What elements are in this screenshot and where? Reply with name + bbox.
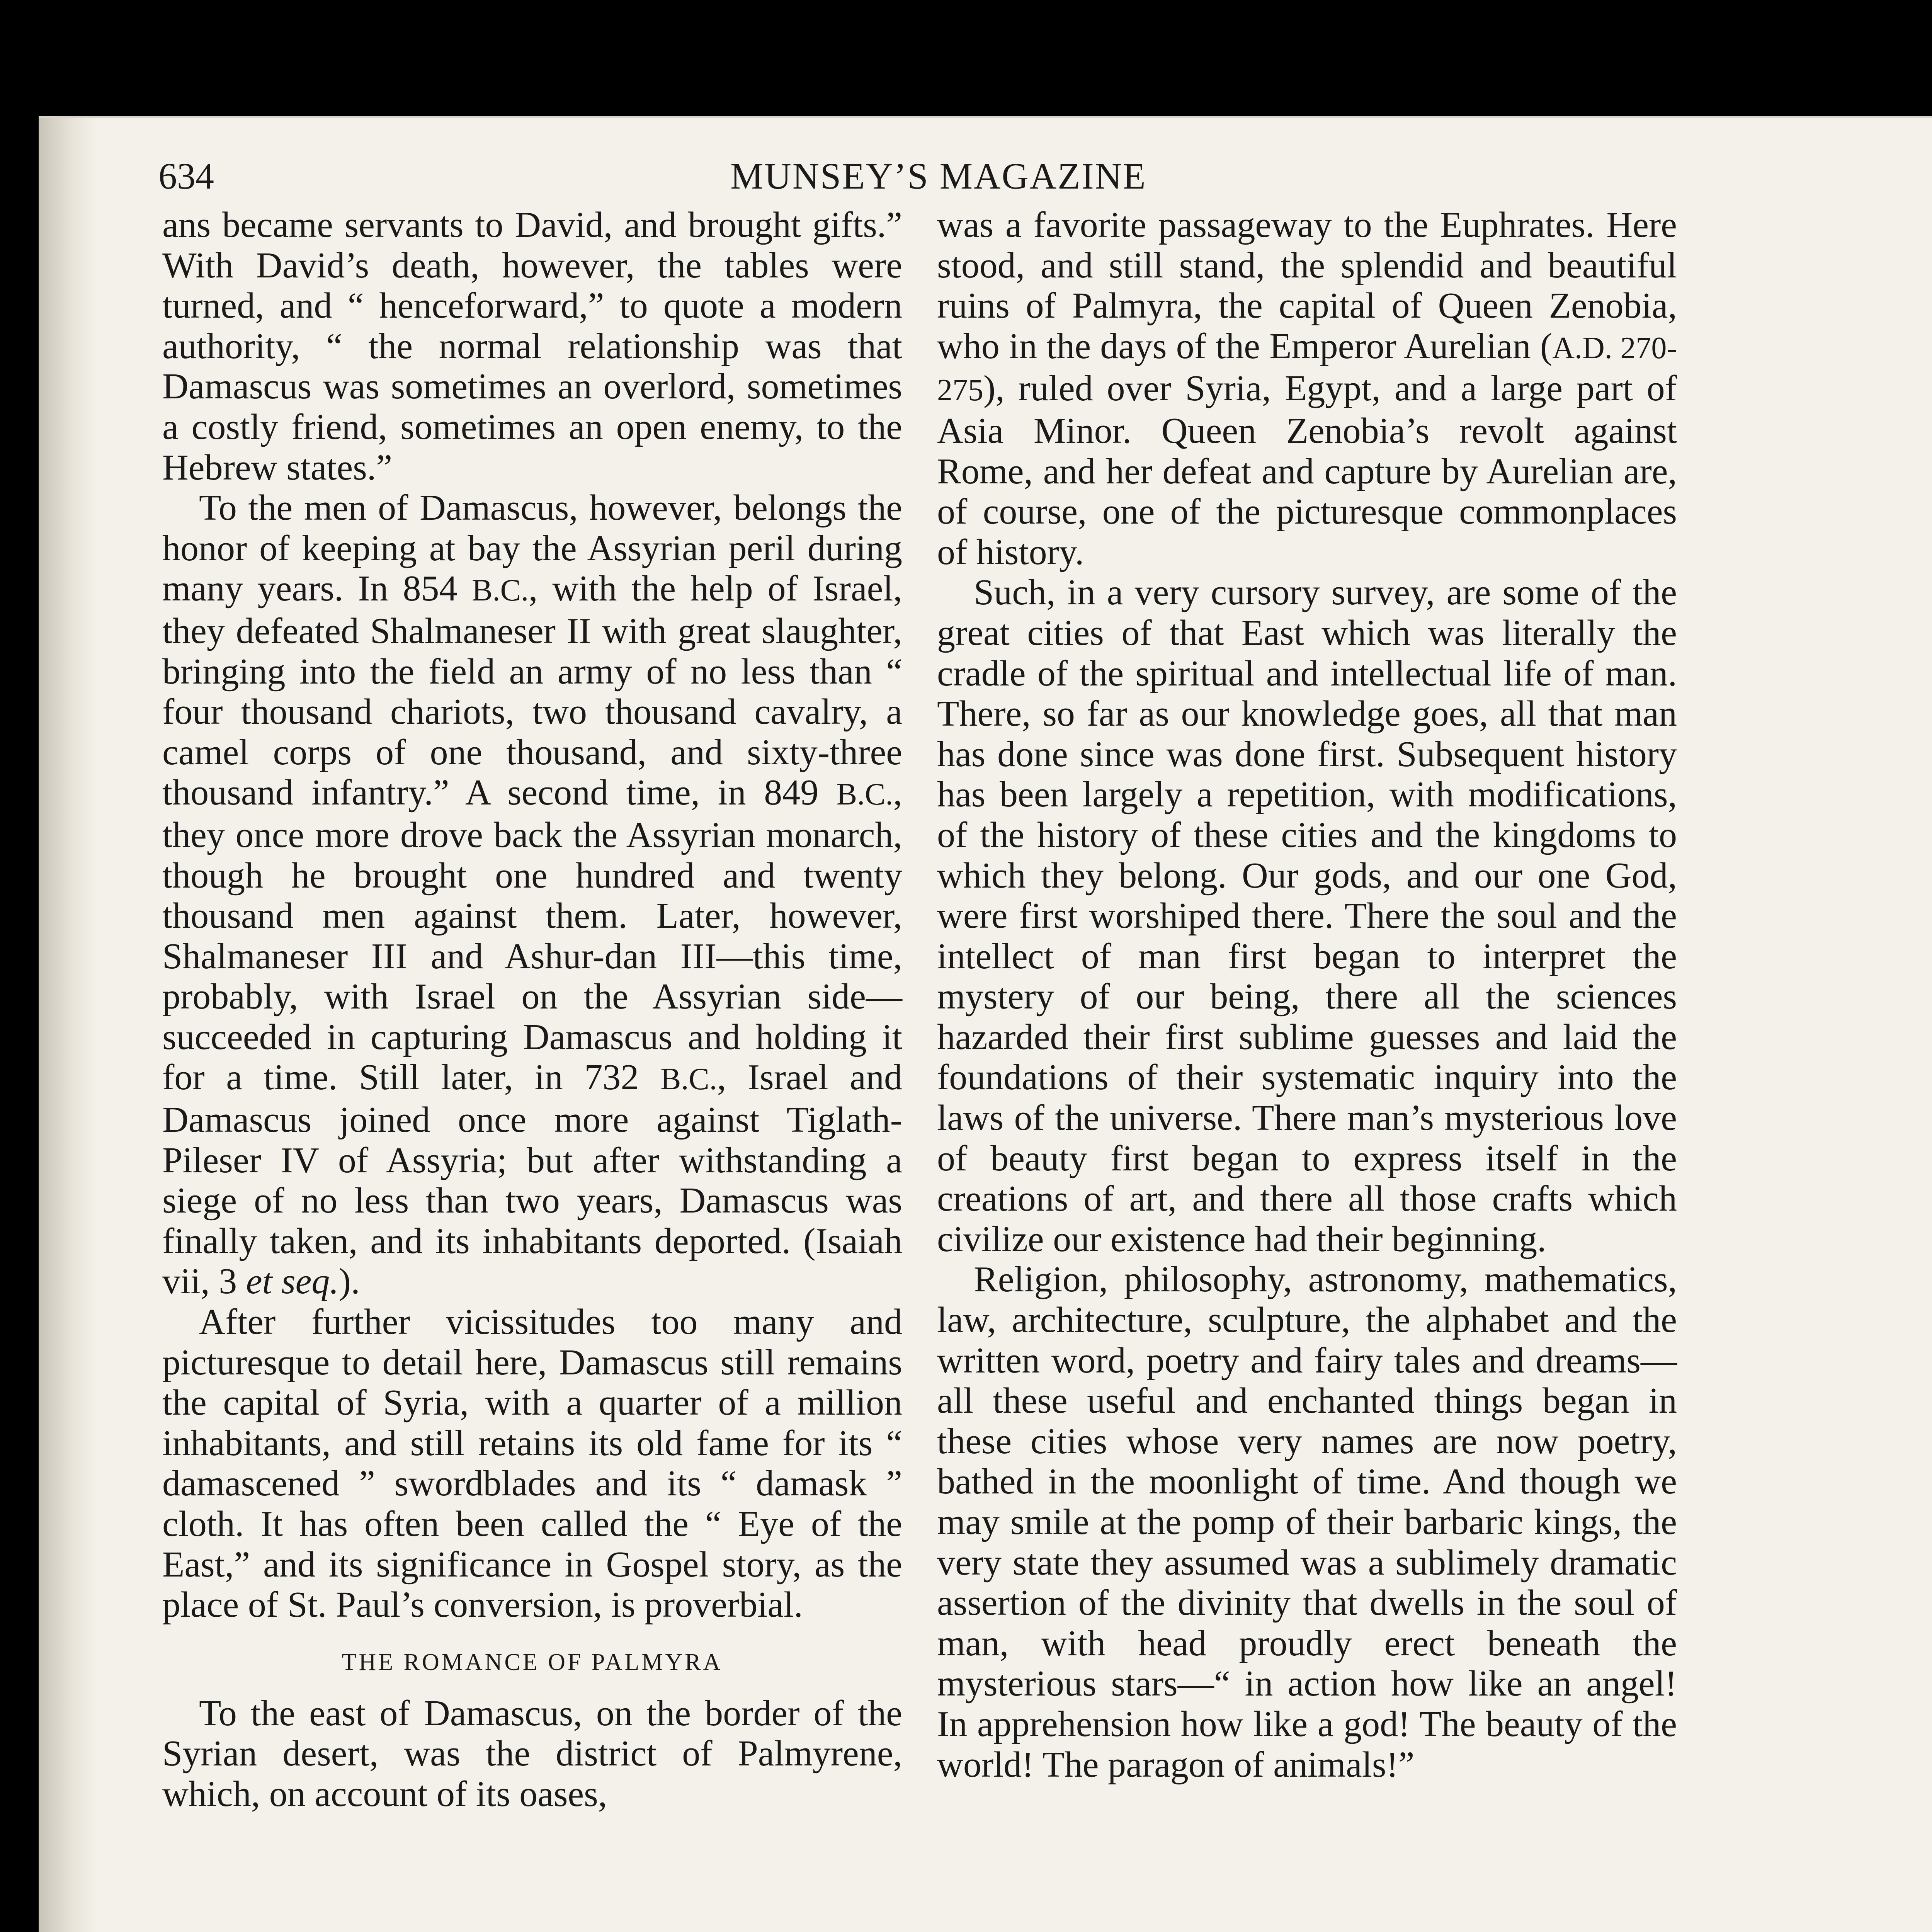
page-spine-shadow bbox=[39, 118, 97, 1932]
paragraph: ans became servants to David, and brought gifts.” With David’s death, however, the tables were turned, and “ henceforward,” to quote a modern authority, “ the normal relationship was that Damascus was sometimes an overlord, sometimes a costly friend, sometimes an open enemy, to the Hebrew states.” bbox=[162, 205, 902, 488]
section-heading: THE ROMANCE OF PALMYRA bbox=[342, 1649, 723, 1675]
page-number: 634 bbox=[158, 155, 214, 197]
paragraph: To the men of Damascus, however, belongs the honor of keeping at bay the Assyrian peril during many years. In 854 B.C., with the help of Israel, they defeated Shalmaneser II with great slaughter, bringing into the field an army of no less than “ four thousand chariots, two thousand cavalry, a camel corps of one thousand, and sixty-three thousand infantry.” A second time, in 849 B.C., they once more drove back the Assyrian monarch, though he brought one hundred and twenty thousand men against them. Later, however, Shalmaneser III and Ashur-dan III—this time, probably, with Israel on the Assyrian side—succeeded in capturing Damascus and holding it for a time. Still later, in 732 B.C., Israel and Damascus joined once more against Tiglath-Pileser IV of Assyria; but after withstanding a siege of no less than two years, Damascus was finally taken, and its inhabitants deported. (Isaiah vii, 3 et seq.). bbox=[162, 488, 903, 1302]
paragraph: Such, in a very cursory survey, are some of the great cities of that East which was literally the cradle of the spiritual and intellectual life of man. There, so far as our knowledge goes, all that man has done since was done first. Subsequent history has been largely a repetition, with modifications, of the history of these cities and the kingdoms to which they belong. Our gods, and our one God, were first worshiped there. There the soul and the intellect of man first began to interpret the mystery of our being, there all the sciences hazarded their first sublime guesses and laid the foundations of their systematic inquiry into the laws of the universe. There man’s mysterious love of beauty first began to express itself in the creations of art, and there all those crafts which civilize our existence had their beginning. bbox=[937, 572, 1677, 1259]
left-column bbox=[162, 205, 902, 1815]
running-head: MUNSEY’S MAGAZINE bbox=[730, 155, 1147, 197]
paragraph: was a favorite passageway to the Euphrates. Here stood, and still stand, the splendid and beautiful ruins of Palmyra, the capital of Queen Zenobia, who in the days of the Emperor Aurelian (A.D. 270-275), ruled over Syria, Egypt, and a large part of Asia Minor. Queen Zenobia’s revolt against Rome, and her defeat and capture by Aurelian are, of course, one of the picturesque commonplaces of history. bbox=[937, 205, 1677, 572]
paragraph: To the east of Damascus, on the border of the Syrian desert, was the district of Palmyrene, which, on account of its oases, bbox=[162, 1693, 902, 1814]
right-column bbox=[937, 205, 1677, 1785]
paragraph: Religion, philosophy, astronomy, mathematics, law, architecture, sculpture, the alphabet and the written word, poetry and fairy tales and dreams—all these useful and enchanted things began in these cities whose very names are now poetry, bathed in the moonlight of time. And though we may smile at the pomp of their barbaric kings, the very state they assumed was a sublimely dramatic assertion of the divinity that dwells in the soul of man, with head proudly erect beneath the mysterious stars—“ in action how like an angel! In apprehension how like a god! The beauty of the world! The paragon of animals!” bbox=[937, 1259, 1677, 1785]
paragraph: After further vicissitudes too many and picturesque to detail here, Damascus still remains the capital of Syria, with a quarter of a million inhabitants, and still retains its old fame for its “ damascened ” swordblades and its “ damask ” cloth. It has often been called the “ Eye of the East,” and its significance in Gospel story, as the place of St. Paul’s conversion, is proverbial. bbox=[162, 1302, 902, 1625]
